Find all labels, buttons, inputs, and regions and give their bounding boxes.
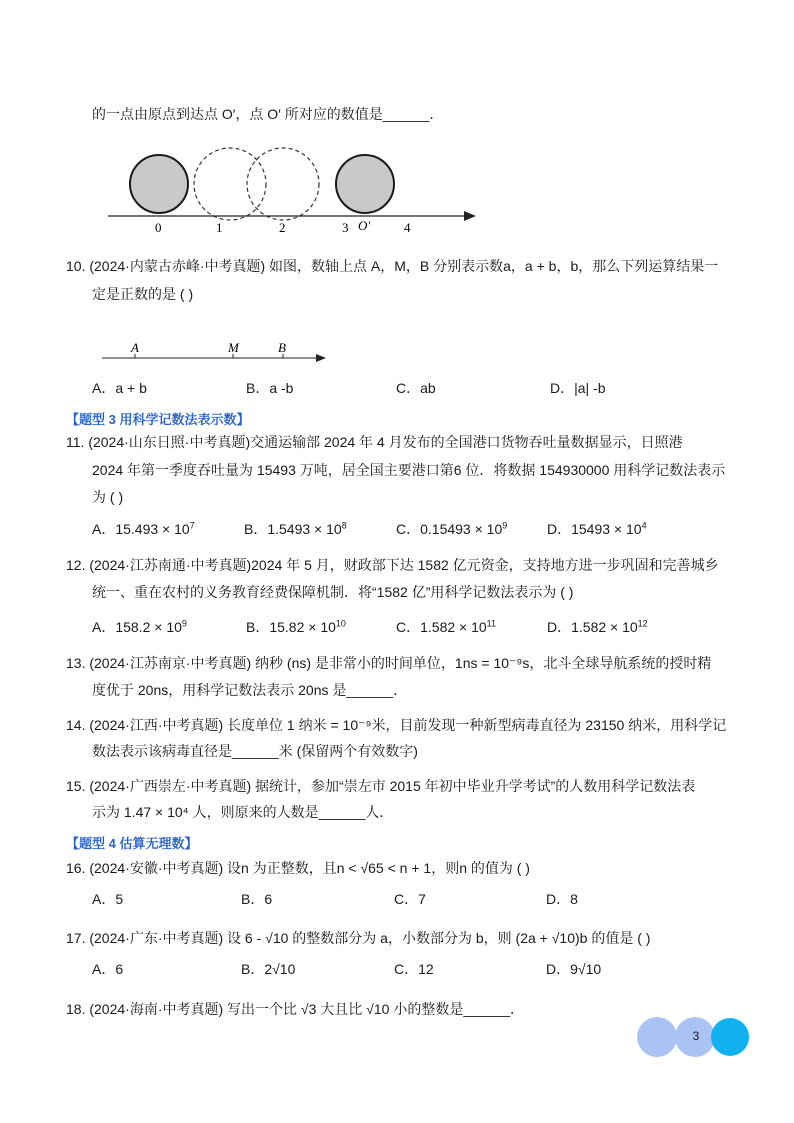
q11-line2: 2024 年第一季度吞吐量为 15493 万吨，居全国主要港口第6 位．将数据 154930000 用科学记数法表示 [92, 462, 726, 478]
q15-line1: 15. (2024·广西崇左·中考真题) 据统计，参加“崇左市 2015 年初中毕业升学考试”的人数用科学记数法表 [66, 778, 696, 794]
number-line-arrow [464, 211, 476, 221]
tick-3: 3 [342, 220, 349, 235]
q10-line1: 10. (2024·内蒙古赤峰·中考真题) 如图，数轴上点 A，M，B 分别表示数a，a + b，b，那么下列运算结果一 [66, 258, 719, 274]
q11-option-d: D．$15493 \times 10^4$ [547, 520, 647, 537]
q11-option-b: B．$1.5493 \times 10^8$ [244, 520, 347, 537]
page-number: 3 [692, 1029, 700, 1043]
q17-option-b: B．2√10 [241, 961, 296, 977]
q16-option-d: D．8 [546, 891, 578, 907]
dashed-circle-2 [247, 148, 319, 220]
q11-option-c: C．$0.15493 \times 10^9$ [396, 520, 508, 537]
solid-circle-end [336, 155, 394, 213]
q16-option-b: B．6 [241, 891, 273, 907]
q10-line2: 定是正数的是 ( ) [92, 286, 194, 302]
rolling-circle-figure [100, 140, 490, 240]
q11-line1: 11. (2024·山东日照·中考真题)交通运输部 2024 年 4 月发布的全国港口货物吞吐量数据显示，日照港 [66, 434, 683, 450]
tick-1: 1 [216, 220, 223, 235]
q17-option-a: A．6 [92, 961, 124, 977]
q17-option-d: D．9√10 [546, 961, 602, 977]
q12-option-a: A．$158.2 \times 10^9$ [92, 618, 187, 635]
q10-option-b: B．a -b [246, 380, 294, 396]
q18-line1: 18. (2024·海南·中考真题) 写出一个比 √3 大且比 √10 小的整数是______． [66, 1001, 525, 1017]
section-header-type3: 【题型 3 用科学记数法表示数】 [66, 412, 250, 427]
solid-circle-start [130, 155, 188, 213]
q12-option-b: B．$15.82 \times 10^{10}$ [246, 618, 346, 635]
dashed-circle-1 [194, 148, 266, 220]
q14-line1: 14. (2024·江西·中考真题) 长度单位 1 纳米 = 10⁻⁹米，目前发现一种新型病毒直径为 23150 纳米，用科学记 [66, 717, 727, 733]
q11-option-a: A．$15.493 \times 10^7$ [92, 520, 195, 537]
q10-option-c: C．ab [396, 380, 436, 396]
q11-line3: 为 ( ) [92, 489, 124, 505]
q16-line1: 16. (2024·安徽·中考真题) 设n 为正整数，且n < √65 < n + 1，则n 的值为 ( ) [66, 860, 530, 876]
tick-4: 4 [404, 220, 411, 235]
q13-line2: 度优于 20ns，用科学记数法表示 20ns 是______． [92, 682, 408, 698]
q12-option-c: C．$1.582 \times 10^{11}$ [396, 618, 497, 635]
q10-option-d: D．|a| -b [550, 380, 606, 396]
label-a: A [131, 340, 139, 355]
section-header-type4: 【题型 4 估算无理数】 [66, 836, 198, 851]
q16-option-a: A．5 [92, 891, 124, 907]
q12-line2: 统一、重在农村的义务教育经费保障机制．将“1582 亿”用科学记数法表示为 ( ) [92, 584, 574, 600]
badge-circle-right [711, 1018, 749, 1056]
q13-line1: 13. (2024·江苏南京·中考真题) 纳秒 (ns) 是非常小的时间单位，1ns = 10⁻⁹s，北斗全球导航系统的授时精 [66, 655, 712, 671]
q17-line1: 17. (2024·广东·中考真题) 设 6 - √10 的整数部分为 a，小数部分为 b，则 (2a + √10)b 的值是 ( ) [66, 930, 651, 946]
q10-option-a: A．a + b [92, 380, 147, 396]
q16-option-c: C．7 [394, 891, 426, 907]
q14-line2: 数法表示该病毒直径是______米 (保留两个有效数字) [92, 743, 418, 759]
point-label-o-prime: O′ [358, 218, 371, 233]
q12-line1: 12. (2024·江苏南通·中考真题)2024 年 5 月，财政部下达 1582 亿元资金，支持地方进一步巩固和完善城乡 [66, 557, 719, 573]
intro-line: 的一点由原点到达点 O′，点 O′ 所对应的数值是______． [92, 106, 444, 122]
tick-2: 2 [279, 220, 286, 235]
badge-circle-left [637, 1017, 677, 1057]
q12-option-d: D．$1.582 \times 10^{12}$ [547, 618, 648, 635]
q15-line2: 示为 1.47 × 10⁴ 人，则原来的人数是______人． [92, 804, 394, 820]
q17-option-c: C．12 [394, 961, 434, 977]
label-m: M [228, 340, 239, 355]
q10-number-line-figure [100, 336, 335, 366]
label-b: B [278, 340, 286, 355]
tick-0: 0 [155, 220, 162, 235]
